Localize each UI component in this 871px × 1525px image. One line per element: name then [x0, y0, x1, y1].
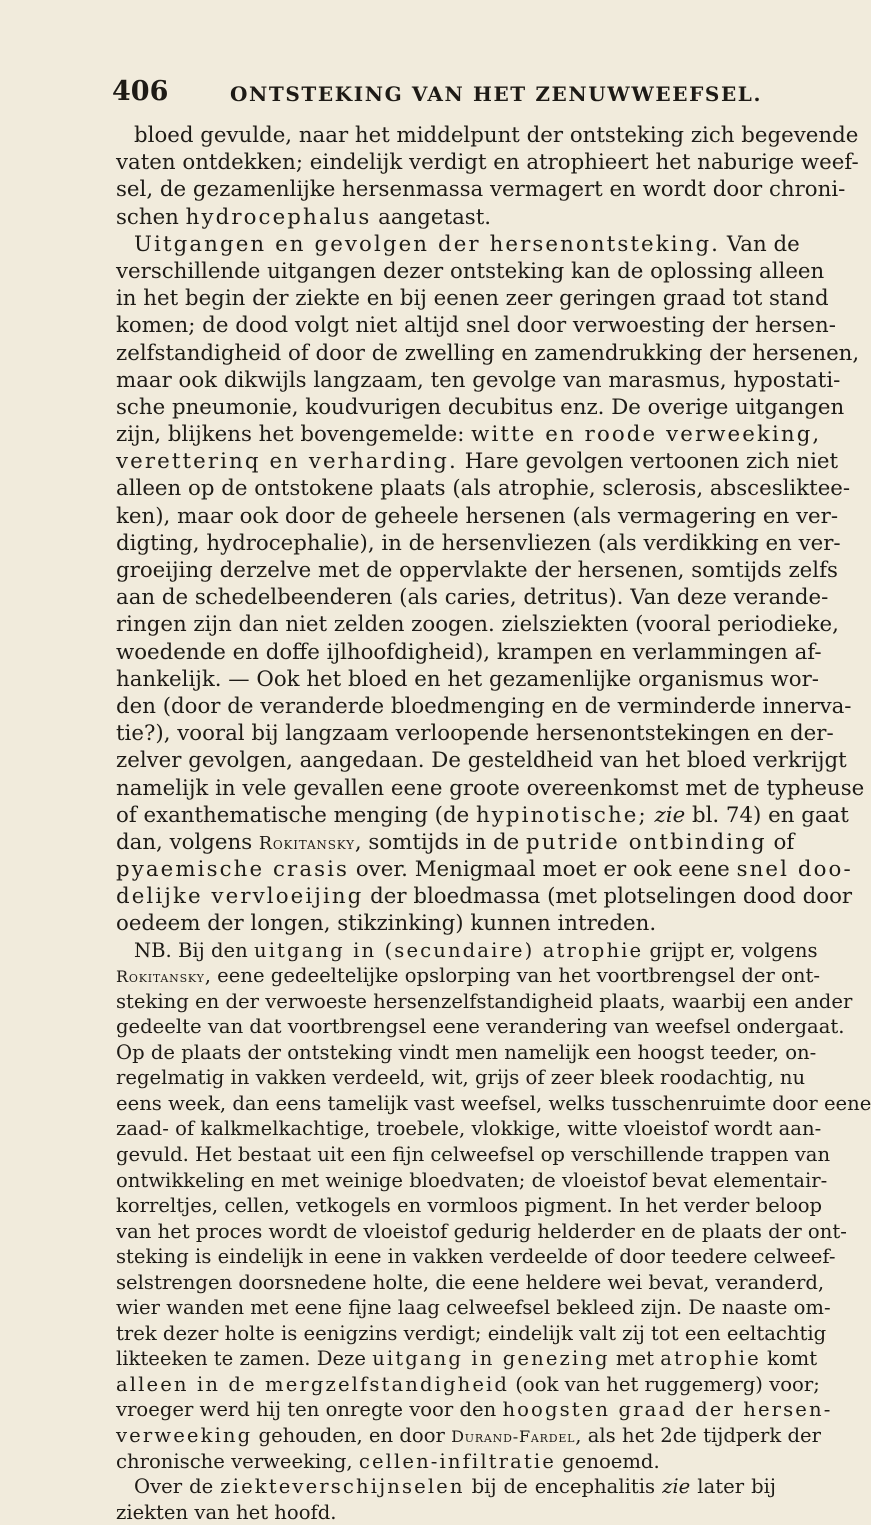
text-line	[116, 963, 821, 989]
text-line: sel, de gezamenlijke hersenmassa vermagert en wordt door chroni-	[116, 177, 846, 203]
text-line: van het proces wordt de vloeistof gedurig helderder en de plaats der ont-	[116, 1219, 847, 1243]
spaced-term: pyaemische crasis	[116, 857, 350, 883]
text-line: bloed gevulde, naar het middelpunt der ontsteking zich begevende	[134, 123, 859, 148]
spaced-term: delijke vervloeijing	[116, 884, 364, 910]
spaced-term: atrophie	[660, 1347, 761, 1371]
text-line: namelijk in vele gevallen eene groote overeenkomst met de typheuse	[116, 775, 865, 801]
text-run: of	[766, 829, 795, 855]
text-line: zaad- of kalkmelkachtige, troebele, vlokkige, witte vloeistof wordt aan-	[116, 1117, 822, 1141]
text-line	[116, 204, 776, 231]
text-line	[116, 829, 795, 856]
text-line: groeijing derzelve met de oppervlakte der hersenen, somtijds zelfs	[116, 558, 838, 583]
text-line: ontwikkeling en met weinige bloedvaten; de vloeistof bevat elementair-	[116, 1168, 828, 1192]
spaced-term: ziekteverschijnselen	[220, 1475, 465, 1499]
spaced-term: hoogsten graad der hersen-	[502, 1398, 833, 1422]
text-line: hankelijk. — Ook het bloed en het gezamenlijke organismus wor-	[116, 666, 819, 692]
text-line: ziekten van het hoofd.	[116, 1500, 337, 1524]
italic-run: zie	[662, 1475, 691, 1499]
text-run	[648, 803, 655, 828]
spaced-term: alleen in de mergzelfstandigheid	[116, 1372, 510, 1396]
text-line: trek dezer holte is eenigzins verdigt; eindelijk valt zij tot een eeltachtig	[116, 1321, 827, 1345]
text-run: Over de	[134, 1475, 221, 1499]
text-line: Op de plaats der ontsteking vindt men namelijk een hoogst teeder, on-	[116, 1040, 817, 1064]
running-title: ONTSTEKING VAN HET ZENUWWEEFSEL.	[230, 82, 763, 106]
text-line: gevuld. Het bestaat uit een fijn celweefsel op verschillende trappen van	[116, 1143, 831, 1166]
text-line: komen; de dood volgt niet altijd snel door verwoesting der hersen-	[116, 313, 836, 339]
paragraph	[116, 231, 865, 938]
text-line: regelmatig in vakken verdeeld, wit, grijs of zeer bleek roodachtig, nu	[116, 1066, 806, 1090]
spaced-term: snel doo-	[736, 857, 853, 883]
text-run: , eene gedeeltelijke opslorping van het voortbrengsel der ont-	[204, 964, 821, 988]
text-run: chronische verweeking,	[116, 1449, 359, 1473]
text-line: korreltjes, cellen, vetkogels en vormloos pigment. In het verder beloop	[116, 1194, 823, 1218]
text-line: woedende en doffe ijlhoofdigheid), krampen en verlammingen af-	[116, 639, 822, 665]
note-paragraph	[116, 938, 871, 1525]
text-run: genoemd.	[555, 1449, 660, 1473]
text-line	[116, 1346, 818, 1372]
text-line	[116, 1397, 833, 1423]
text-line: vaten ontdekken; eindelijk verdigt en atrophieert het naburige weef-	[116, 150, 859, 176]
text-line: maar ook dikwijls langzaam, ten gevolge van marasmus, hypostati-	[116, 367, 841, 393]
text-line: oedeem der longen, stikzinking) kunnen intreden.	[116, 911, 657, 937]
text-line	[116, 802, 849, 829]
text-line: ringen zijn dan niet zelden zoogen. zielsziekten (vooral periodieke,	[116, 612, 839, 638]
text-run: likteeken te zamen. Deze	[116, 1347, 373, 1371]
text-line: ken), maar ook door de geheele hersenen (als vermagering en ver-	[116, 503, 839, 529]
text-run: schen	[116, 204, 186, 230]
text-run: Van de	[720, 231, 800, 257]
text-line: tie?), vooral bij langzaam verloopende hersenontstekingen en der-	[116, 721, 834, 747]
author-name: Rokitansky	[258, 833, 355, 854]
text-line: verschillende uitgangen dezer ontsteking kan de oplossing alleen	[116, 258, 825, 284]
text-line: sche pneumonie, koudvurigen decubitus enz. De overige uitgangen	[116, 394, 845, 420]
spaced-term: uitgang in genezing	[372, 1347, 610, 1371]
text-line: zelfstandigheid of door de zwelling en zamendrukking der hersenen,	[116, 340, 860, 366]
text-line: alleen op de ontstokene plaats (als atrophie, sclerosis, abscesliktee-	[116, 476, 851, 502]
spaced-term: veretterinq en verharding.	[116, 449, 458, 475]
text-line: digting, hydrocephalie), in de hersenvliezen (als verdikking en ver-	[116, 530, 841, 556]
paragraph	[116, 122, 859, 231]
italic-run: zie	[654, 802, 686, 828]
spaced-term: putride ontbinding	[525, 829, 767, 855]
text-line	[116, 938, 818, 964]
page-number: 406	[112, 76, 169, 107]
spaced-term: witte en roode verweeking,	[471, 422, 822, 448]
text-line: steking en der verwoeste hersenzelfstandigheid plaats, waarbij een ander	[116, 989, 853, 1013]
spaced-term: cellen-infiltratie	[358, 1449, 556, 1473]
text-run: grijpt er, volgens	[643, 938, 818, 962]
text-line	[116, 1423, 821, 1449]
text-line	[116, 421, 822, 448]
text-line: gedeelte van dat voortbrengsel eene verandering van weefsel ondergaat.	[116, 1015, 845, 1039]
text-run: , somtijds in de	[354, 829, 526, 855]
text-line: zelver gevolgen, aangedaan. De gesteldheid van het bloed verkrijgt	[116, 748, 847, 774]
text-line: eens week, dan eens tamelijk vast weefsel, welks tusschenruimte door eene	[116, 1091, 871, 1115]
text-run: met	[609, 1347, 661, 1371]
text-run: zijn, blijkens het bovengemelde:	[116, 422, 472, 448]
text-run: gehouden, en door	[252, 1424, 452, 1448]
text-run: vroeger werd hij ten onregte voor den	[116, 1398, 503, 1422]
text-line: selstrengen doorsnedene holte, die eene heldere wei bevat, veranderd,	[116, 1270, 825, 1294]
spaced-term: hydrocephalus	[185, 204, 372, 230]
text-run: bl. 74) en gaat	[685, 802, 849, 828]
text-line	[116, 856, 853, 883]
text-line	[116, 1449, 776, 1475]
text-run: later bij	[690, 1475, 776, 1499]
text-run: bij de encephalitis	[464, 1475, 663, 1499]
spaced-term: uitgang in (secundaire) atrophie	[253, 938, 644, 962]
text-run: of exanthematische menging (de	[116, 802, 476, 828]
text-line	[116, 231, 800, 258]
text-line	[116, 1372, 820, 1398]
text-line: den (door de veranderde bloedmenging en de verminderde innerva-	[116, 693, 852, 719]
text-line	[116, 448, 839, 475]
text-run: (ook van het ruggemerg) voor;	[509, 1372, 820, 1396]
text-run: aangetast.	[371, 204, 492, 230]
section-heading: Uitgangen en gevolgen der hersenontsteking.	[134, 231, 721, 257]
text-run: Hare gevolgen vertoonen zich niet	[457, 449, 839, 475]
text-line: steking is eindelijk in eene in vakken verdeelde of door teedere celweef-	[116, 1245, 836, 1269]
text-line: wier wanden met eene fijne laag celweefsel bekleed zijn. De naaste om-	[116, 1296, 831, 1320]
text-run: , als het 2de tijdperk der	[575, 1424, 821, 1448]
text-line	[116, 883, 853, 910]
spaced-term: verweeking	[116, 1424, 253, 1448]
text-run: komt	[760, 1347, 818, 1371]
author-name: Durand-Fardel	[451, 1427, 576, 1447]
text-run: dan, volgens	[116, 829, 259, 855]
text-run: der bloedmassa (met plotselingen dood door	[363, 884, 853, 910]
text-line: aan de schedelbeenderen (als caries, detritus). Van deze verande-	[116, 585, 829, 611]
spaced-term: hypinotische;	[475, 802, 648, 828]
text-run: NB. Bij den	[134, 938, 254, 962]
page-header	[112, 76, 772, 110]
text-line: in het begin der ziekte en bij eenen zeer geringen graad tot stand	[116, 286, 829, 312]
text-line	[116, 1474, 776, 1500]
body-text	[116, 122, 871, 1525]
author-name: Rokitansky	[116, 967, 205, 987]
text-run: over. Menigmaal moet er ook eene	[349, 857, 737, 883]
